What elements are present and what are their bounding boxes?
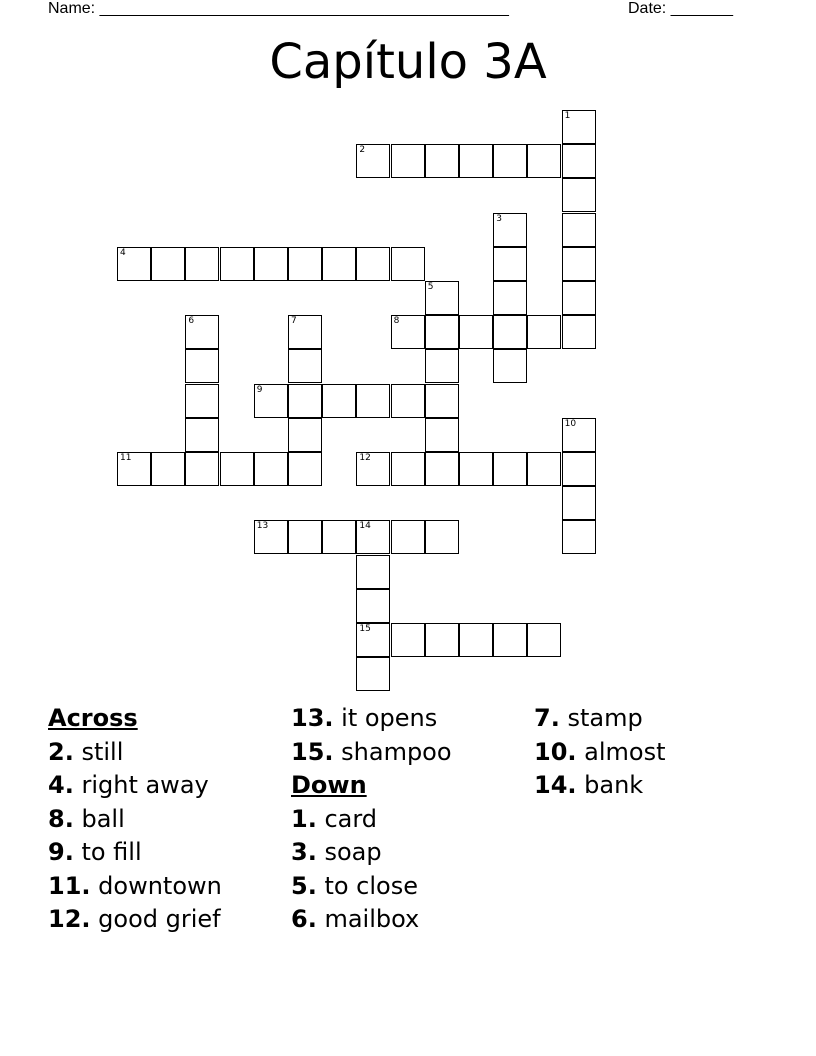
clue-number: 15. — [291, 737, 334, 766]
clue-text: almost — [576, 737, 666, 766]
crossword-cell[interactable] — [527, 144, 561, 178]
clue-text: still — [73, 737, 124, 766]
crossword-cell[interactable] — [425, 623, 459, 657]
crossword-cell[interactable] — [185, 247, 219, 281]
crossword-cell[interactable] — [288, 315, 322, 349]
crossword-cell[interactable] — [562, 281, 596, 315]
crossword-cell[interactable] — [562, 213, 596, 247]
clue-number-label: 2 — [359, 145, 366, 156]
crossword-cell[interactable] — [493, 281, 527, 315]
clue-item — [291, 803, 531, 837]
clue-number: 7. — [534, 704, 560, 732]
clue-text: ball — [73, 804, 125, 833]
date-field-label: Date: _______ — [628, 0, 733, 17]
clue-item — [48, 736, 288, 770]
clue-text: right away — [73, 771, 209, 799]
clue-text: to close — [316, 871, 418, 900]
crossword-cell[interactable] — [425, 349, 459, 383]
crossword-cell[interactable] — [562, 178, 596, 212]
crossword-cell[interactable] — [220, 452, 254, 486]
clue-item — [48, 803, 288, 837]
clue-text: bank — [576, 771, 644, 799]
crossword-cell[interactable] — [562, 144, 596, 178]
crossword-cell[interactable] — [288, 520, 322, 554]
crossword-cell[interactable] — [459, 623, 493, 657]
clue-number: 3. — [291, 838, 317, 866]
crossword-cell[interactable] — [562, 452, 596, 486]
clue-item — [48, 769, 288, 803]
clue-item — [291, 702, 531, 736]
crossword-cell[interactable] — [425, 520, 459, 554]
crossword-cell[interactable] — [425, 144, 459, 178]
clue-number-label: 6 — [188, 316, 195, 327]
clue-number-label: 9 — [256, 384, 263, 395]
crossword-cell[interactable] — [493, 452, 527, 486]
clue-text: it opens — [333, 704, 438, 732]
clue-number: 8. — [48, 804, 74, 833]
clue-number: 13. — [291, 704, 334, 732]
crossword-cell[interactable] — [459, 144, 493, 178]
clue-text: mailbox — [316, 905, 420, 933]
clue-item — [291, 870, 531, 904]
crossword-cell[interactable] — [425, 418, 459, 452]
clue-text: downtown — [90, 871, 222, 900]
crossword-cell[interactable] — [391, 452, 425, 486]
crossword-cell[interactable] — [493, 247, 527, 281]
clue-number: 10. — [534, 737, 577, 766]
clue-number-label: 5 — [427, 282, 434, 292]
crossword-cell[interactable] — [185, 418, 219, 452]
clue-item — [291, 736, 531, 770]
clue-item — [534, 769, 774, 803]
crossword-cell[interactable] — [425, 281, 459, 315]
clue-number: 12. — [48, 905, 91, 933]
crossword-cell[interactable] — [562, 520, 596, 554]
clue-number: 14. — [534, 771, 577, 799]
clue-item — [534, 736, 774, 770]
crossword-cell[interactable] — [459, 452, 493, 486]
clue-text: good grief — [90, 905, 221, 933]
crossword-cell[interactable] — [527, 315, 561, 349]
crossword-cell[interactable] — [288, 418, 322, 452]
crossword-cell[interactable] — [356, 452, 390, 486]
crossword-cell[interactable] — [117, 452, 151, 486]
crossword-cell[interactable] — [493, 315, 527, 349]
crossword-cell[interactable] — [151, 452, 185, 486]
crossword-cell[interactable] — [562, 418, 596, 452]
clue-text: soap — [316, 838, 382, 866]
clue-item — [48, 836, 288, 870]
crossword-cell[interactable] — [562, 247, 596, 281]
crossword-cell[interactable] — [356, 144, 390, 178]
crossword-cell[interactable] — [185, 349, 219, 383]
clue-item — [291, 836, 531, 870]
crossword-cell[interactable] — [254, 384, 288, 418]
clue-column-3 — [534, 702, 774, 803]
crossword-cell[interactable] — [288, 349, 322, 383]
clue-text: card — [316, 804, 378, 833]
clue-number-label: 1 — [564, 111, 571, 121]
crossword-cell[interactable] — [288, 452, 322, 486]
clue-item — [48, 870, 288, 904]
crossword-cell[interactable] — [391, 247, 425, 281]
crossword-cell[interactable] — [493, 623, 527, 657]
clue-number: 11. — [48, 871, 91, 900]
clue-number: 2. — [48, 737, 74, 766]
crossword-cell[interactable] — [391, 384, 425, 418]
clue-number: 1. — [291, 804, 317, 833]
crossword-cell[interactable] — [288, 247, 322, 281]
crossword-cell[interactable] — [527, 452, 561, 486]
crossword-cell[interactable] — [322, 247, 356, 281]
crossword-cell[interactable] — [562, 486, 596, 520]
crossword-cell[interactable] — [356, 623, 390, 657]
crossword-cell[interactable] — [151, 247, 185, 281]
crossword-cell[interactable] — [425, 452, 459, 486]
crossword-cell[interactable] — [322, 384, 356, 418]
crossword-cell[interactable] — [356, 247, 390, 281]
crossword-cell[interactable] — [356, 657, 390, 691]
crossword-cell[interactable] — [356, 589, 390, 623]
clue-number-label: 4 — [120, 247, 126, 258]
clue-text: shampoo — [333, 737, 452, 766]
clue-section-heading: Down — [291, 771, 367, 799]
clue-number: 4. — [48, 771, 74, 799]
crossword-cell[interactable] — [185, 452, 219, 486]
crossword-cell[interactable] — [391, 144, 425, 178]
crossword-cell[interactable] — [425, 384, 459, 418]
crossword-cell[interactable] — [254, 520, 288, 554]
clue-number-label: 12 — [359, 453, 371, 463]
clue-number-label: 15 — [359, 624, 371, 634]
crossword-cell[interactable] — [493, 213, 527, 247]
crossword-cell[interactable] — [254, 452, 288, 486]
clue-number: 5. — [291, 871, 317, 900]
crossword-cell[interactable] — [356, 384, 390, 418]
clue-item — [48, 903, 288, 937]
clue-text: to fill — [73, 838, 142, 866]
clue-number: 9. — [48, 838, 74, 866]
crossword-cell[interactable] — [288, 384, 322, 418]
clue-number-label: 3 — [496, 213, 502, 224]
crossword-cell[interactable] — [562, 315, 596, 349]
crossword-cell[interactable] — [391, 315, 425, 349]
clue-column-1 — [48, 702, 288, 937]
crossword-cell[interactable] — [562, 110, 596, 144]
clue-number-label: 11 — [120, 453, 132, 463]
crossword-cell[interactable] — [185, 384, 219, 418]
clue-number: 6. — [291, 905, 317, 933]
crossword-cell[interactable] — [356, 555, 390, 589]
clue-section-heading: Across — [48, 704, 138, 732]
clue-number-label: 10 — [564, 418, 577, 429]
clue-item — [534, 702, 774, 736]
clue-item — [291, 903, 531, 937]
clue-text: stamp — [559, 704, 643, 732]
crossword-cell[interactable] — [493, 349, 527, 383]
name-field-label: Name: ______________________________________________ — [48, 0, 509, 17]
crossword-cell[interactable] — [220, 247, 254, 281]
crossword-cell[interactable] — [356, 520, 390, 554]
clue-column-2 — [291, 702, 531, 937]
crossword-cell[interactable] — [391, 520, 425, 554]
crossword-cell[interactable] — [254, 247, 288, 281]
crossword-cell[interactable] — [391, 623, 425, 657]
crossword-cell[interactable] — [117, 247, 151, 281]
clue-number-label: 7 — [291, 316, 297, 327]
crossword-cell[interactable] — [425, 315, 459, 349]
crossword-cell[interactable] — [185, 315, 219, 349]
crossword-cell[interactable] — [493, 144, 527, 178]
clue-number-label: 8 — [393, 316, 400, 327]
clue-number-label: 13 — [256, 521, 269, 532]
crossword-cell[interactable] — [322, 520, 356, 554]
crossword-cell[interactable] — [459, 315, 493, 349]
clue-number-label: 14 — [359, 521, 371, 532]
page-title: Capítulo 3A — [269, 34, 547, 90]
crossword-cell[interactable] — [527, 623, 561, 657]
